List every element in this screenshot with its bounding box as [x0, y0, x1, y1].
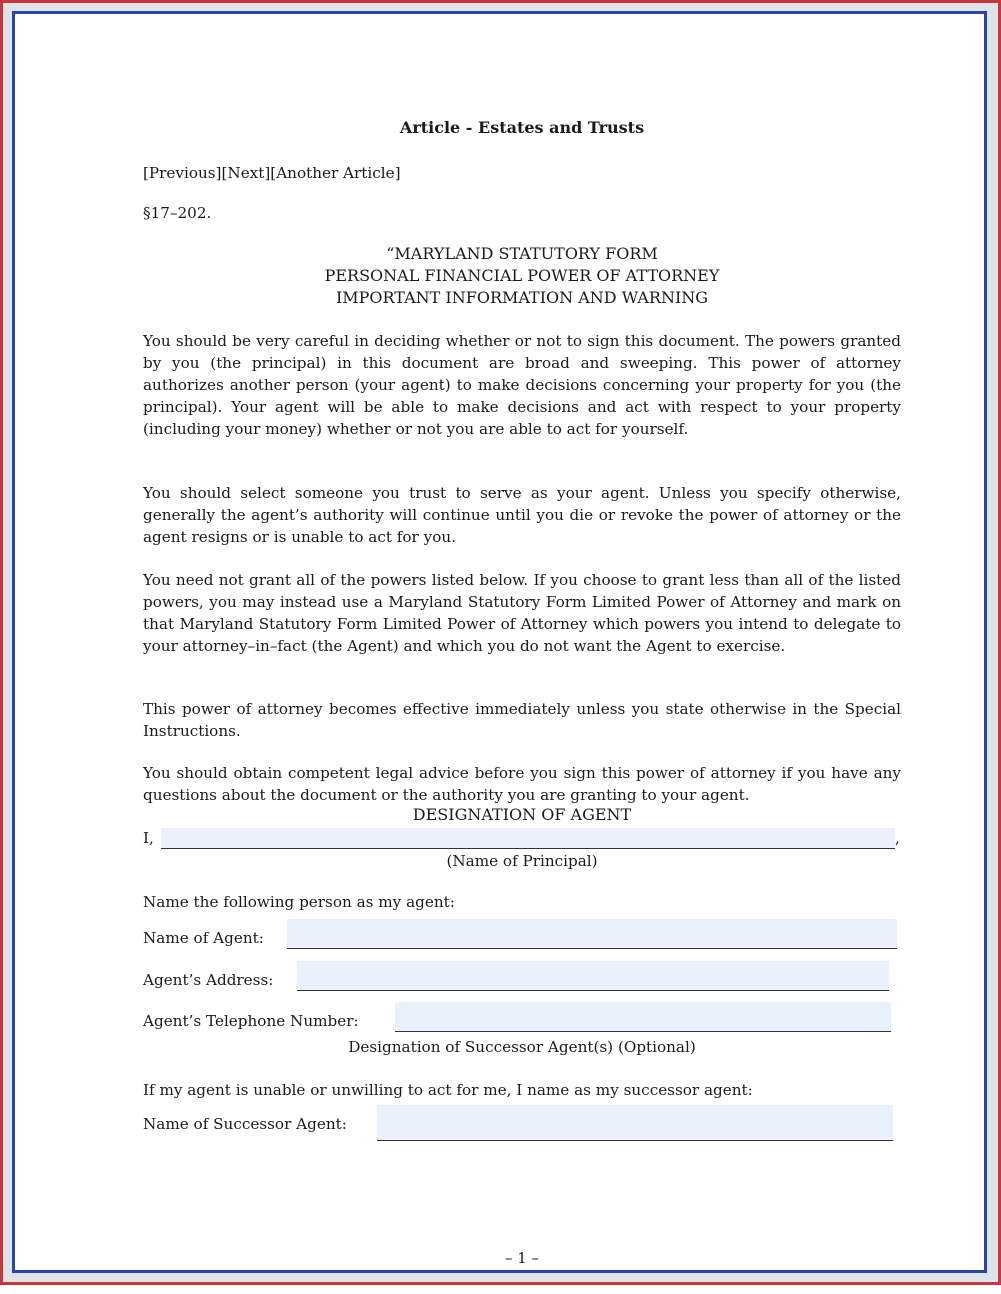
successor-name-field[interactable] [377, 1105, 893, 1141]
warning-paragraph: You should obtain competent legal advice before you sign this power of attorney if you have any questions about the document or the authority you are granting to your agent. [143, 764, 901, 804]
agent-name-row [143, 919, 901, 951]
another-article-link[interactable]: [Another Article] [270, 164, 401, 182]
form-heading [143, 243, 901, 309]
article-nav [143, 162, 401, 184]
agent-address-field[interactable] [297, 961, 889, 991]
section-number: §17–202. [143, 204, 212, 222]
document-page [12, 11, 987, 1273]
page-content [143, 14, 901, 1294]
agent-address-row [143, 961, 901, 993]
principal-suffix: , [895, 829, 900, 847]
form-heading-line: “MARYLAND STATUTORY FORM [386, 244, 658, 263]
warning-paragraph: You should be very careful in deciding whether or not to sign this document. The powers granted by you (the principal) in this document are broad and sweeping. This power of attorney authorizes another person (your agent) to make decisions concerning your property for you (the principal). Your agent will be able to make decisions and act with respect to your property (including your money) whether or not you are able to act for yourself. [143, 332, 901, 438]
principal-caption: (Name of Principal) [446, 852, 598, 870]
designation-heading: DESIGNATION OF AGENT [412, 805, 632, 824]
form-heading-line: IMPORTANT INFORMATION AND WARNING [335, 288, 709, 307]
warning-paragraph: This power of attorney becomes effective immediately unless you state otherwise in the Special Instructions. [143, 700, 901, 740]
principal-row [143, 827, 901, 851]
article-title: Article - Estates and Trusts [399, 118, 645, 137]
agent-name-label: Name of Agent: [143, 929, 264, 947]
next-link[interactable]: [Next] [221, 164, 271, 182]
agent-intro: Name the following person as my agent: [143, 893, 455, 911]
principal-prefix: I, [143, 829, 154, 847]
principal-name-field[interactable] [161, 828, 895, 849]
agent-phone-field[interactable] [395, 1002, 891, 1032]
page-number: – 1 – [504, 1249, 540, 1267]
agent-name-field[interactable] [287, 919, 897, 949]
agent-phone-row [143, 1002, 901, 1034]
successor-heading: Designation of Successor Agent(s) (Optional) [348, 1038, 696, 1056]
agent-address-label: Agent’s Address: [143, 971, 274, 989]
warning-paragraph: You need not grant all of the powers listed below. If you choose to grant less than all of the listed powers, you may instead use a Maryland Statutory Form Limited Power of Attorney and mark on that Maryland Statutory Form Limited Power of Attorney which powers you intend to delegate to your attorney–in–fact (the Agent) and which you do not want the Agent to exercise. [143, 571, 901, 655]
successor-intro: If my agent is unable or unwilling to act for me, I name as my successor agent: [143, 1081, 753, 1099]
successor-name-label: Name of Successor Agent: [143, 1115, 347, 1133]
previous-link[interactable]: [Previous] [143, 164, 222, 182]
form-heading-line: PERSONAL FINANCIAL POWER OF ATTORNEY [324, 266, 720, 285]
warning-paragraph: You should select someone you trust to serve as your agent. Unless you specify otherwise, generally the agent’s authority will continue until you die or revoke the power of attorney or the agent resigns or is unable to act for you. [143, 484, 901, 546]
agent-phone-label: Agent’s Telephone Number: [143, 1012, 359, 1030]
successor-name-row [143, 1105, 901, 1137]
